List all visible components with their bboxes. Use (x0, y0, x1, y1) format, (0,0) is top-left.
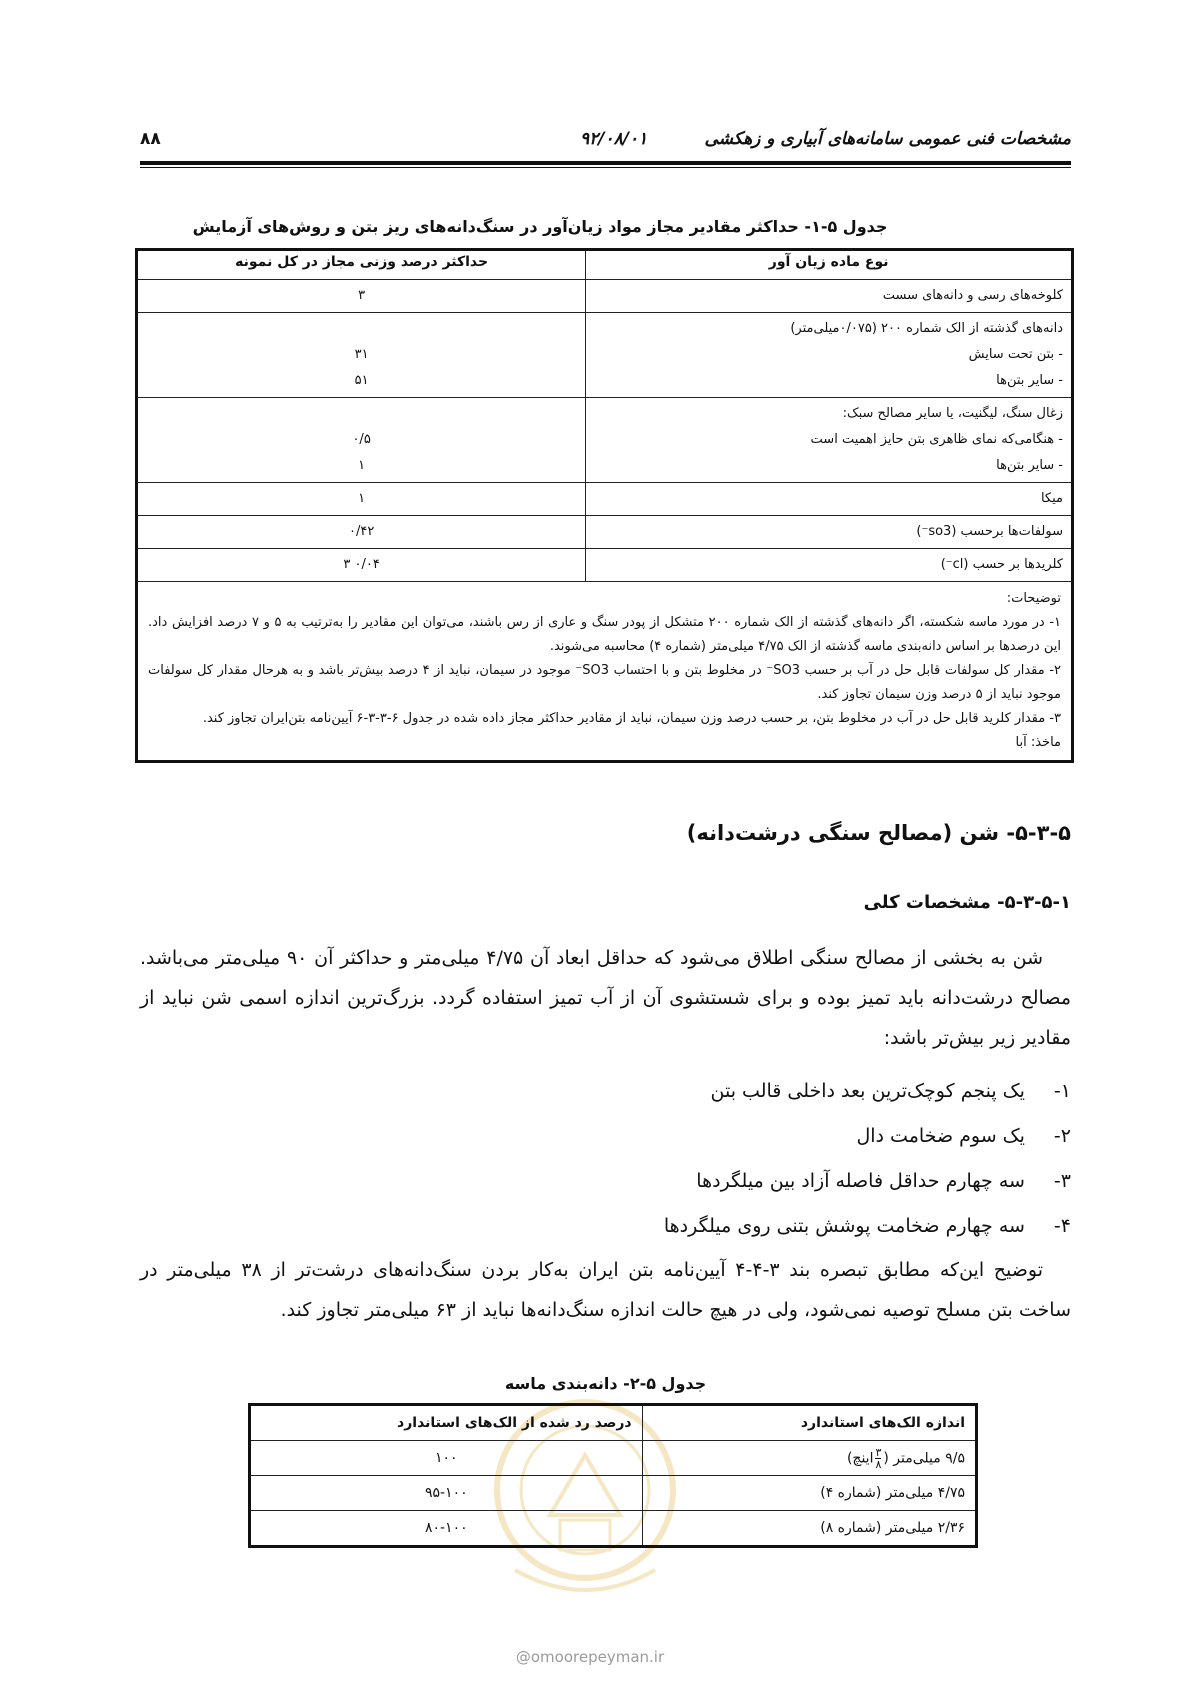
header-rule-thick (140, 161, 1071, 165)
material-value: ۵۱ (354, 373, 369, 388)
list-text: یک پنجم کوچک‌ترین بعد داخلی قالب بتن (710, 1080, 1025, 1102)
material-name: میکا (1040, 491, 1063, 506)
table-row (250, 1476, 977, 1511)
list-number: ۴- (1053, 1215, 1071, 1237)
table1-header-type: نوع ماده زیان آور (586, 250, 1073, 280)
note-item: ۱- در مورد ماسه شکسته، اگر دانه‌های گذشته از الک شماره ۲۰۰ متشکل از پودر سنگ و عاری از رس باشند، می‌توان این مقادیر را به‌ترتیب به ۵ و ۷ درصد افزایش داد. این درصدها بر اساس دانه‌بندی ماسه گذشته از الک ۴/۷۵ میلی‌متر (شماره ۴) محاسبه می‌شوند. (148, 615, 1062, 654)
note-item: ۳- مقدار کلرید قابل حل در آب در مخلوط بتن، بر حسب درصد وزن سیمان، نباید از مقادیر حداکثر مجاز داده شده در جدول ۶-۳-۳-۶ آیین‌نامه بتن‌ایران تجاوز کند. (202, 711, 1061, 726)
section-heading: ۵-۳-۵- شن (مصالح سنگی درشت‌دانه) (686, 821, 1071, 845)
table-row (137, 549, 1073, 582)
page-number: ۸۸ (140, 129, 161, 149)
list-item (140, 1204, 1071, 1249)
body-paragraph (140, 938, 1071, 1058)
paragraph-text: توضیح این‌که مطابق تبصره بند ۳-۴-۴ آیین‌نامه بتن ایران به‌کار بردن سنگ‌دانه‌های درشت‌تر از ۳۸ میلی‌متر در ساخت بتن مسلح توصیه نمی‌شود، ولی در هیچ حالت اندازه سنگ‌دانه‌ها نباید از ۶۳ میلی‌متر تجاوز کند. (140, 1259, 1071, 1321)
passing-percent: ۹۵-۱۰۰ (250, 1476, 643, 1511)
harmful-materials-table (135, 248, 1074, 763)
material-name: کلریدها بر حسب (cl⁻) (940, 557, 1063, 572)
table-source: ماخذ: آبا (1015, 735, 1061, 750)
material-name: زغال سنگ، لیگنیت، یا سایر مصالح سبک: (842, 406, 1063, 421)
list-text: سه چهارم حداقل فاصله آزاد بین میلگردها (696, 1170, 1025, 1192)
page-header (140, 129, 1071, 153)
size-limit-list (140, 1069, 1071, 1249)
note-item: ۲- مقدار کل سولفات قابل حل در آب بر حسب SO3⁻ در مخلوط بتن و با احتساب SO3⁻ موجود در سیمان، نباید از ۴ درصد بیش‌تر باشد و به هرحال مقدار کل سولفات موجود نباید از ۵ درصد وزن سیمان تجاوز کند. (148, 663, 1062, 702)
list-text: سه چهارم ضخامت پوشش بتنی روی میلگردها (663, 1215, 1025, 1237)
list-item (140, 1069, 1071, 1114)
notes-title: توضیحات: (1006, 591, 1061, 606)
table-row (250, 1441, 977, 1476)
watermark-url: @omoorepeyman.ir (515, 1648, 665, 1666)
table1-header-max: حداکثر درصد وزنی مجاز در کل نمونه (137, 250, 586, 280)
material-value: ۳۱ (354, 347, 369, 362)
table-row (137, 516, 1073, 549)
passing-percent: ۸۰-۱۰۰ (250, 1511, 643, 1547)
document-date: ۹۲/۰۸/۰۱ (580, 129, 648, 149)
material-subitem: - سایر بتن‌ها (996, 373, 1063, 388)
material-value: ۱ (358, 491, 366, 506)
sand-grading-table (248, 1403, 978, 1548)
material-value (142, 316, 581, 342)
material-value: ۰/۴۲ (348, 524, 375, 539)
sieve-size: ۹/۵ میلی‌متر ( $\frac{۳}{۸}$ اینچ) (642, 1441, 976, 1476)
table-row (137, 280, 1073, 313)
material-subitem: - هنگامی‌که نمای ظاهری بتن حایز اهمیت است (810, 432, 1063, 447)
material-subitem: - بتن تحت سایش (968, 347, 1063, 362)
list-item (140, 1159, 1071, 1204)
list-text: یک سوم ضخامت دال (856, 1125, 1025, 1147)
body-paragraph (140, 1250, 1071, 1330)
table-notes-row (137, 582, 1073, 762)
material-name: سولفات‌ها برحسب (so3⁻) (916, 524, 1063, 539)
material-subitem: - سایر بتن‌ها (996, 458, 1063, 473)
document-title: مشخصات فنی عمومی سامانه‌های آبیاری و زهکشی (704, 129, 1071, 149)
table-row (137, 313, 1073, 398)
table-row (250, 1511, 977, 1547)
sieve-size: ۲/۳۶ میلی‌متر (شماره ۸) (642, 1511, 976, 1547)
material-value: ۰/۵ (352, 432, 371, 447)
list-number: ۱- (1053, 1080, 1071, 1102)
material-value: ۰/۰۴ ۳ (343, 557, 380, 572)
header-rule-thin (140, 167, 1071, 168)
fraction: $\frac{۳}{۸}$ (875, 1445, 882, 1471)
material-name: دانه‌های گذشته از الک شماره ۲۰۰ (۰/۰۷۵میلی‌متر) (790, 321, 1063, 336)
material-value: ۱ (358, 458, 366, 473)
list-number: ۳- (1053, 1170, 1071, 1192)
table2-caption: جدول ۵-۲- دانه‌بندی ماسه (504, 1374, 707, 1393)
list-item (140, 1114, 1071, 1159)
passing-percent: ۱۰۰ (250, 1441, 643, 1476)
table-row (137, 398, 1073, 483)
sieve-size: ۴/۷۵ میلی‌متر (شماره ۴) (642, 1476, 976, 1511)
material-value (142, 401, 581, 427)
material-name: کلوخه‌های رسی و دانه‌های سست (882, 288, 1063, 303)
material-value: ۳ (358, 288, 366, 303)
subsection-heading: ۵-۳-۵-۱- مشخصات کلی (863, 892, 1071, 913)
list-number: ۲- (1053, 1125, 1071, 1147)
paragraph-text: شن به بخشی از مصالح سنگی اطلاق می‌شود که حداقل ابعاد آن ۴/۷۵ میلی‌متر و حداکثر آن ۹۰ میلی‌متر می‌باشد. مصالح درشت‌دانه باید تمیز بوده و برای شستشوی آن از آب تمیز استفاده گردد. بزرگ‌ترین اندازه اسمی شن نباید از مقادیر زیر بیش‌تر باشد: (140, 947, 1071, 1049)
table2-header-pct: درصد رد شده از الک‌های استاندارد (250, 1405, 643, 1441)
table2-header-size: اندازه الک‌های استاندارد (642, 1405, 976, 1441)
table-row (137, 483, 1073, 516)
table1-caption: جدول ۵-۱- حداکثر مقادیر مجاز مواد زیان‌آور در سنگ‌دانه‌های ریز بتن و روش‌های آزمایش (192, 217, 888, 236)
